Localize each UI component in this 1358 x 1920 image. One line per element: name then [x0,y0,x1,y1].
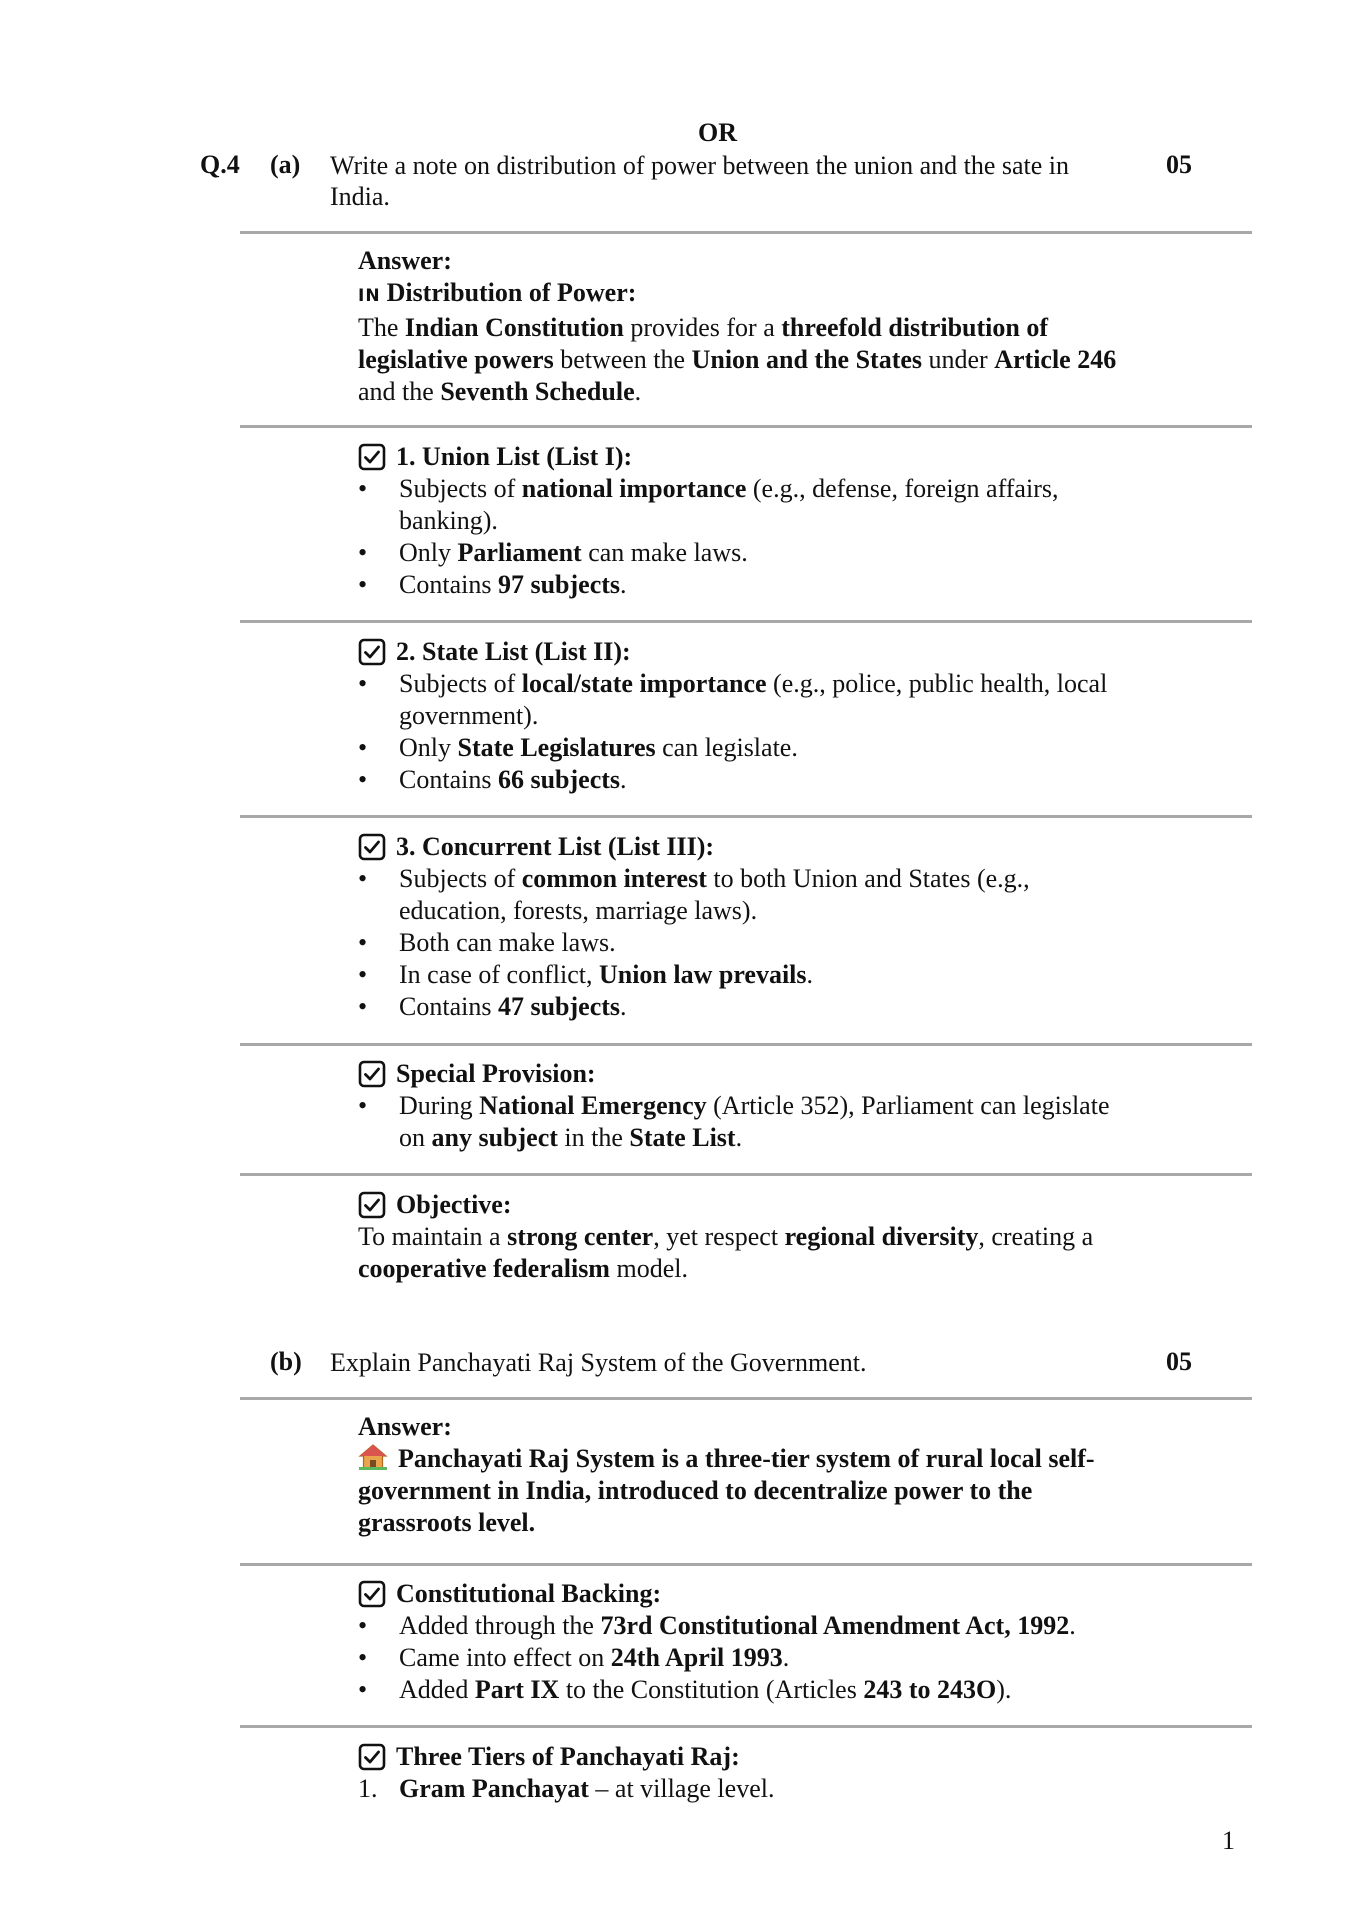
part-a-question: Write a note on distribution of power between the union and the sate in India. [330,151,1070,211]
answer-b-intro [358,1411,1138,1539]
state-list-section [358,636,1138,796]
list-item: • Contains 47 subjects. [358,991,1138,1023]
part-a-label: (a) [270,150,301,179]
part-b-question: Explain Panchayati Raj System of the Government. [330,1348,867,1377]
checkbox-icon [358,1191,386,1219]
divider [240,1563,1252,1566]
list-item: • Subjects of common interest to both Union and States (e.g., education, forests, marriage laws). [358,863,1138,927]
list-item: • Only Parliament can make laws. [358,537,1138,569]
list-item: • Added Part IX to the Constitution (Articles 243 to 243O). [358,1674,1138,1706]
or-divider-label: OR [698,118,737,147]
three-tiers-section [358,1741,1138,1805]
divider [240,620,1252,623]
checkbox-icon [358,1743,386,1771]
divider [240,1397,1252,1400]
question-number: Q.4 [200,150,240,179]
checkbox-icon [358,638,386,666]
objective-section [358,1189,1138,1285]
section-heading: 2. State List (List II): [396,637,631,666]
checkbox-icon [358,443,386,471]
india-flag-icon: IN [358,286,381,306]
list-item: • In case of conflict, Union law prevails. [358,959,1138,991]
part-a-marks: 05 [1166,150,1192,179]
constitutional-backing-section [358,1578,1138,1706]
section-heading: Three Tiers of Panchayati Raj: [396,1742,740,1771]
list-item: 1. Gram Panchayat – at village level. [358,1774,775,1803]
list-item: • Contains 66 subjects. [358,764,1138,796]
list-item: • Subjects of national importance (e.g., defense, foreign affairs, banking). [358,473,1138,537]
section-heading: Constitutional Backing: [396,1579,662,1608]
answer-a-intro [358,245,1138,408]
list-item: • Only State Legislatures can legislate. [358,732,1138,764]
checkbox-icon [358,1580,386,1608]
list-item: • Added through the 73rd Constitutional Amendment Act, 1992. [358,1610,1138,1642]
special-provision-section [358,1058,1138,1154]
section-heading: Objective: [396,1190,512,1219]
answer-label: Answer: [358,246,452,275]
list-item: • Came into effect on 24th April 1993. [358,1642,1138,1674]
divider [240,425,1252,428]
distribution-heading: Distribution of Power: [386,278,637,307]
objective-paragraph: To maintain a strong center, yet respect regional diversity, creating a cooperative federalism model. [358,1222,1094,1283]
divider [240,1173,1252,1176]
section-heading: 3. Concurrent List (List III): [396,832,715,861]
part-b-marks: 05 [1166,1347,1192,1376]
house-icon [358,1443,388,1471]
distribution-paragraph: The Indian Constitution provides for a threefold distribution of legislative powers between the Union and the States under Article 246 and the Seventh Schedule. [358,313,1117,406]
list-item: • During National Emergency (Article 352), Parliament can legislate on any subject in the State List. [358,1090,1138,1154]
checkbox-icon [358,1060,386,1088]
section-heading: 1. Union List (List I): [396,442,633,471]
list-item: • Contains 97 subjects. [358,569,1138,601]
page-number: 1 [1222,1826,1235,1855]
part-b-label: (b) [270,1347,302,1376]
checkbox-icon [358,833,386,861]
panchayati-intro: Panchayati Raj System is a three-tier system of rural local self-government in India, introduced to decentralize power to the grassroots level. [358,1444,1095,1537]
divider [240,231,1252,234]
list-item: • Subjects of local/state importance (e.g., police, public health, local government). [358,668,1138,732]
answer-label: Answer: [358,1412,452,1441]
union-list-section [358,441,1138,601]
concurrent-list-section [358,831,1138,1023]
divider [240,1043,1252,1046]
divider [240,1725,1252,1728]
divider [240,815,1252,818]
list-item: • Both can make laws. [358,927,1138,959]
section-heading: Special Provision: [396,1059,596,1088]
